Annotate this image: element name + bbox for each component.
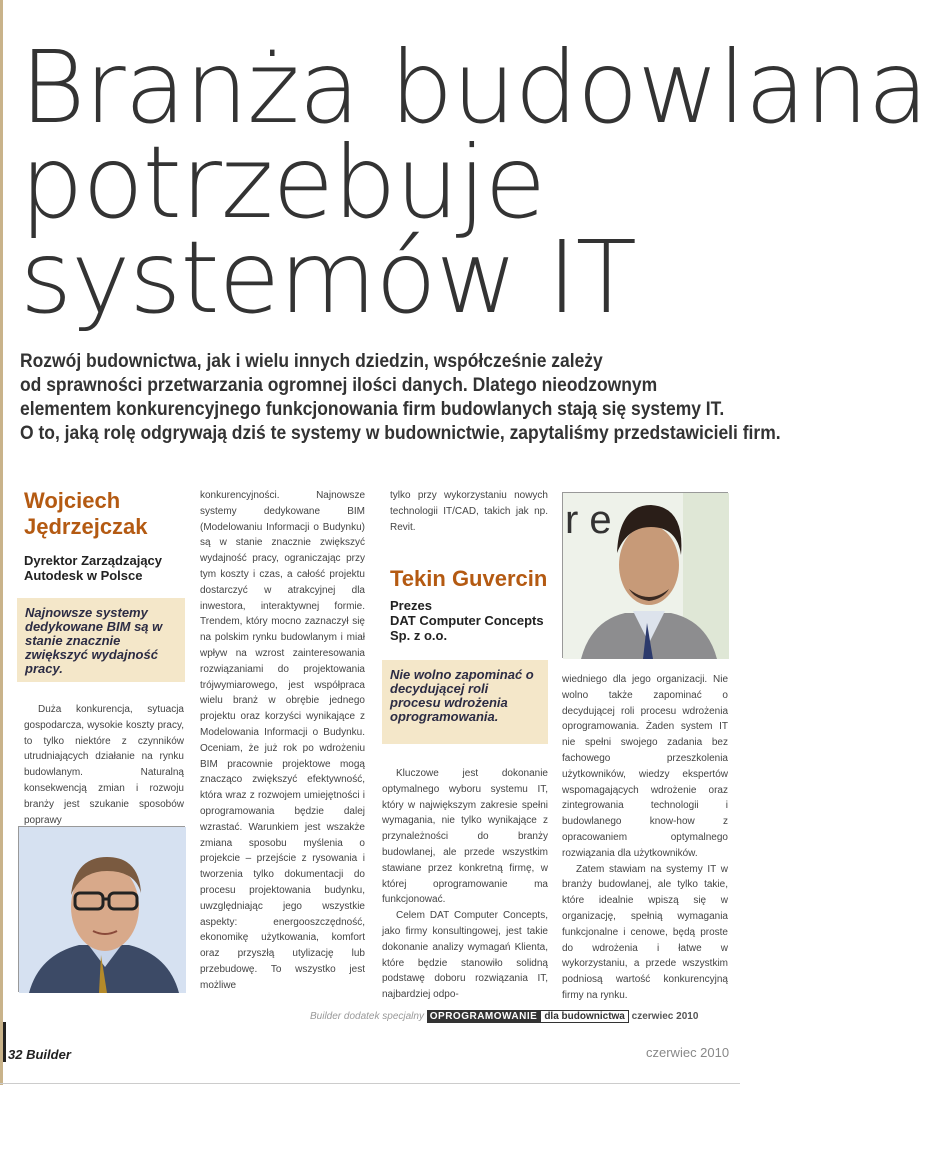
col2-paragraph-1: konkurencyjności. Najnowsze systemy dedykowane BIM (Modelowaniu Informacji o Budynku) są w stanie znacznie zwiększyć wydajność pracy, ograniczając przy tym koszty i czas, a całość projektu dostarczyć w atrakcyjnej dla inwestora, interaktywnej formie. Trendem, który mocno zaznaczył się na polskim rynku budowlanym i miał wpływ na wzrost zainteresowania rozwiązaniami do projektowania trójwymiarowego, jest współpraca wielu branż w obrębie jednego projektu oraz korzyści wynikające z Modelowania Informacji o Budynku. Oceniam, że już rok po wdrożeniu BIM pracownie projektowe mogą znacząco zwiększyć efektywność, która wraz z rozwojem umiejętności i oprogramowania będzie dalej wzrastać. Warunkiem jest wszakże zmiana sposobu myślenia o projekcie – przejście z rysowania i tworzenia tylko dokumentacji do procesu projektowania budynku, uwzględniając jego wszystkie aspekty: energooszczędność, ekonomikę użytkowania, komfort oraz przyszłą utylizację lub przebudowę. To wszystko jest możliwe [200, 490, 365, 991]
supplement-issue: czerwiec 2010 [631, 1011, 699, 1022]
person1-role-line-2: Autodesk w Polsce [24, 568, 143, 583]
col4-paragraph-2: Zatem stawiam na systemy IT w branży budowlanej, ale tylko takie, które idealnie wpiszą się w organizację, spełnią wymagania funkcjonalne i cenowe, będą proste do wdrożenia i łatwe w wykorzystaniu, a przede wszystkim podniosą wartość konkurencyjną firmy na rynku. [562, 863, 728, 1001]
col3-paragraph-3: Celem DAT Computer Concepts, jako firmy konsultingowej, jest takie dokonanie analizy wymagań Klienta, które będzie stanowiło solidną podstawę doboru rozwiązania IT, najbardziej odpo- [382, 910, 548, 1001]
supplement-prefix: Builder dodatek specjalny [310, 1011, 424, 1022]
lead-line-4: O to, jaką rolę odgrywają dziś te systemy w budownictwie, zapytaliśmy przedstawicieli firm. [20, 423, 781, 444]
col4-paragraph-1: wiedniego dla jego organizacji. Nie wolno także zapominać o decydującej roli procesu wdrożenia oprogramowania. Żaden system IT nie spełni swojego zadania bez fachowego przeszkolenia użytkowników, wiedzy ekspertów wspomagających wdrożenie oraz zintegrowania technologii i budowlanego know-how z opracowaniem optymalnego rozwiązania dla użytkowników. [562, 674, 728, 859]
page-number-block [8, 1047, 71, 1062]
person2-photo [562, 492, 728, 658]
person2-role-line-3: Sp. z o.o. [390, 628, 448, 643]
lead-line-1: Rozwój budownictwa, jak i wielu innych dziedzin, współcześnie zależy [20, 351, 603, 372]
column-1 [24, 702, 184, 828]
page-date: czerwiec 2010 [646, 1045, 730, 1060]
col1-paragraph-1: Duża konkurencja, sytuacja gospodarcza, wysokie koszty pracy, to tylko niektóre z czynników utrudniających działanie na rynku budowlanym. Naturalną konsekwencją zmian i rozwoju branży jest szukanie sposobów poprawy [24, 704, 184, 826]
person1-quote-text: Najnowsze systemy dedykowane BIM są w stanie znacznie zwiększyć wydajność pracy. [25, 605, 163, 676]
supplement-badge: OPROGRAMOWANIE [427, 1010, 541, 1023]
person2-role-line-2: DAT Computer Concepts [390, 613, 544, 628]
person2-name-text: Tekin Guvercin [390, 566, 548, 591]
col3-paragraph-2: Kluczowe jest dokonanie optymalnego wyboru systemu IT, który w największym zakresie spełni wymagania, nie tylko wynikające z przynależności do branży budowlanej, ale przede wszystkim stawiane przez konkretną firmę, w której oprogramowanie ma funkcjonować. [382, 768, 548, 906]
person1-photo [18, 826, 185, 992]
person2-name [390, 566, 550, 592]
person2-role [390, 598, 550, 643]
lead-paragraph [20, 350, 811, 446]
page-edge-mark [3, 1022, 6, 1062]
photo-sign-text: r e [565, 498, 612, 542]
page-number: 32 [8, 1047, 23, 1062]
person1-last-name: Jędrzejczak [24, 514, 148, 539]
page-edge-bar [0, 0, 3, 1085]
headline [20, 29, 928, 336]
column-3-top [390, 488, 548, 535]
person2-quote-text: Nie wolno zapominać o decydującej roli procesu wdrożenia oprogramowania. [390, 667, 534, 724]
headline-line-2: potrzebuje [20, 124, 546, 241]
person1-first-name: Wojciech [24, 488, 121, 513]
col3-paragraph-1: tylko przy wykorzystaniu nowych technologii IT/CAD, takich jak np. Revit. [390, 490, 548, 533]
headline-line-1: Branża budowlana [20, 29, 928, 146]
person1-name [24, 488, 179, 540]
lead-line-3: elementem konkurencyjnego funkcjonowania firm budowlanych stają się systemy IT. [20, 399, 725, 420]
bottom-rule [0, 1083, 740, 1084]
person1-role-line-1: Dyrektor Zarządzający [24, 553, 163, 568]
person1-pull-quote [17, 598, 185, 682]
supplement-strip [310, 1010, 698, 1023]
person1-role [24, 553, 184, 583]
person2-pull-quote [382, 660, 548, 744]
person2-portrait-icon [563, 493, 729, 659]
supplement-badge-2: dla budownictwa [540, 1010, 629, 1023]
column-2 [200, 488, 365, 994]
person2-role-line-1: Prezes [390, 598, 432, 613]
column-4 [562, 672, 728, 1004]
column-3-bottom [382, 766, 548, 1003]
person1-portrait-icon [19, 827, 186, 993]
headline-line-3: systemów IT [20, 219, 636, 336]
magazine-name: Builder [26, 1047, 71, 1062]
lead-line-2: od sprawności przetwarzania ogromnej ilości danych. Dlatego nieodzownym [20, 375, 658, 396]
